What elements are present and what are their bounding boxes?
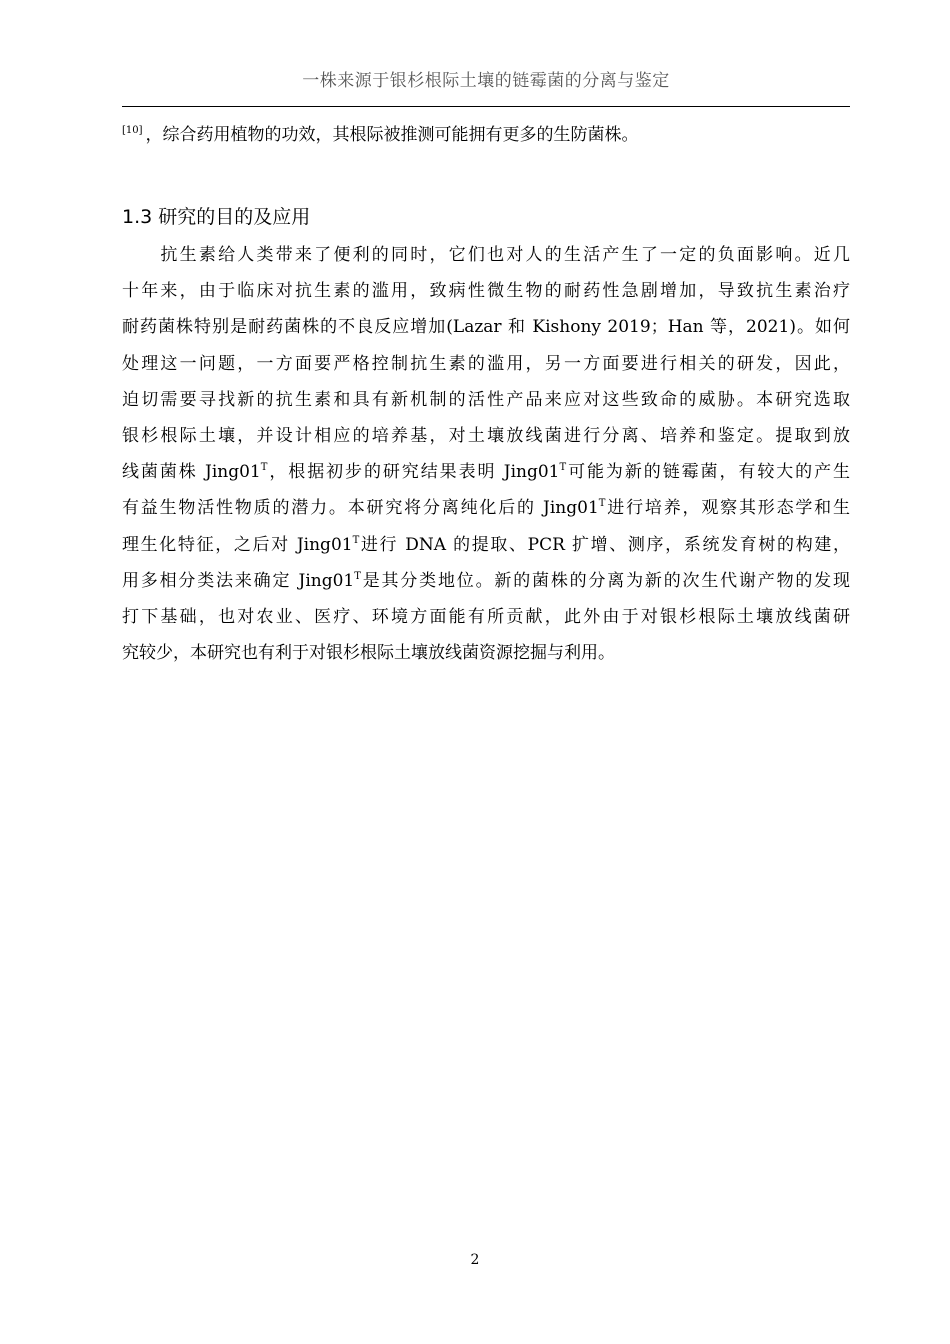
line-text: 进行 DNA 的提取、PCR 扩增、测序，系统发育树的构建， [359,534,850,555]
superscript: T [352,534,360,546]
paragraph-line: 耐药菌株特别是耐药菌株的不良反应增加(Lazar 和 Kishony 2019；Han 等，2021)。如何 [122,317,850,338]
paragraph-line: 十年来，由于临床对抗生素的滥用，致病性微生物的耐药性急剧增加，导致抗生素治疗 [122,281,850,302]
line-text: 用多相分类法来确定 Jing01 [122,570,355,591]
page-number: 2 [470,1252,480,1268]
paragraph-line: 银杉根际土壤，并设计相应的培养基，对土壤放线菌进行分离、培养和鉴定。提取到放 [122,425,850,446]
line-text: 可能为新的链霉菌，有较大的产生 [566,462,851,483]
continuation-line [122,119,850,147]
continuation-text: ，综合药用植物的功效，其根际被推测可能拥有更多的生防菌株。 [145,125,639,145]
superscript: T [354,570,361,582]
citation-ref: [10] [122,125,143,136]
paragraph-line [122,533,850,569]
superscript: T [559,462,567,474]
line-text: ，根据初步的研究结果表明 Jing01 [267,462,560,483]
running-header: 一株来源于银杉根际土壤的链霉菌的分离与鉴定 [302,71,670,91]
line-text: 理生化特征，之后对 Jing01 [122,534,353,555]
paragraph-line: 处理这一问题，一方面要严格控制抗生素的滥用，另一方面要进行相关的研发，因此， [122,353,850,374]
paragraph-line [122,496,850,532]
line-text: 线菌菌株 Jing01 [122,462,261,483]
line-text: 有益生物活性物质的潜力。本研究将分离纯化后的 Jing01 [122,498,599,519]
paragraph-line: 抗生素给人类带来了便利的同时，它们也对人的生活产生了一定的负面影响。近几 [122,245,850,265]
header-rule [122,106,850,107]
paragraph-line: 迫切需要寻找新的抗生素和具有新机制的活性产品来应对这些致命的威胁。本研究选取 [122,389,850,410]
paragraph-line: 究较少，本研究也有利于对银杉根际土壤放线菌资源挖掘与利用。 [122,643,615,664]
paragraph-line: 打下基础，也对农业、医疗、环境方面能有所贡献，此外由于对银杉根际土壤放线菌研 [122,606,850,627]
superscript: T [260,462,268,474]
paragraph-line [122,460,850,496]
paragraph-line [122,569,850,605]
superscript: T [598,498,606,510]
body-paragraph [122,243,850,677]
line-text: 是其分类地位。新的菌株的分离为新的次生代谢产物的发现 [360,570,850,591]
line-text: 进行培养，观察其形态学和生 [605,498,850,519]
section-heading: 1.3 研究的目的及应用 [122,206,311,228]
